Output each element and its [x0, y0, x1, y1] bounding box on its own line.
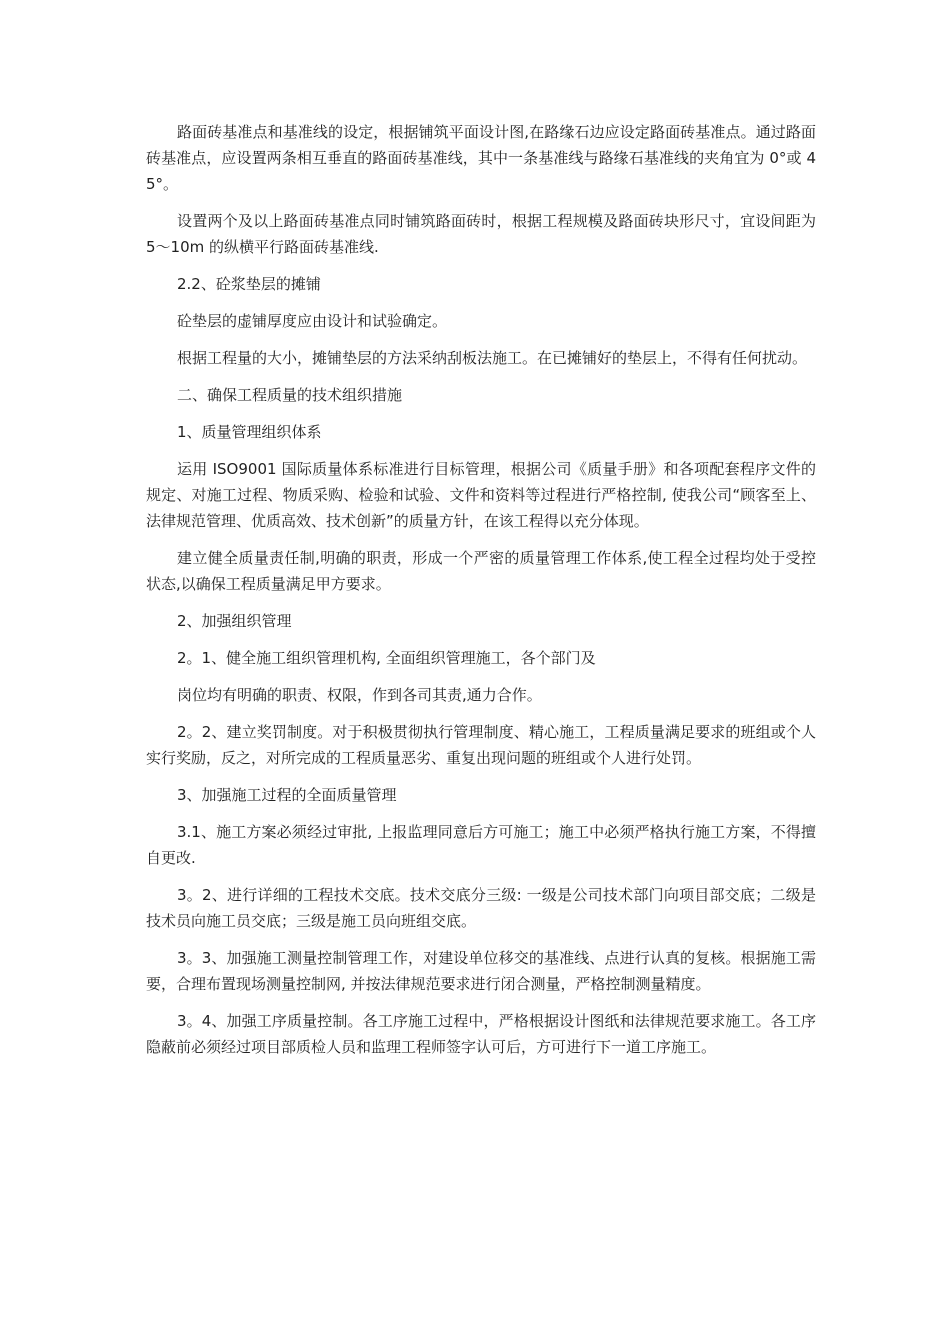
paragraph-responsibility: 建立健全质量责任制,明确的职责，形成一个严密的质量管理工作体系,使工程全过程均处于受控状态,以确保工程质量满足甲方要求。: [146, 549, 816, 593]
paragraph-2-1-continued: 岗位均有明确的职责、权限，作到各司其责,通力合作。: [177, 686, 542, 704]
paragraph-3-2: 3。2、进行详细的工程技术交底。技术交底分三级: 一级是公司技术部门向项目部交底；二级是技术员向施工员交底；三级是施工员向班组交底。: [146, 886, 816, 930]
paragraph-cushion-method: 根据工程量的大小，摊铺垫层的方法采纳刮板法施工。在已摊铺好的垫层上，不得有任何扰动。: [177, 349, 808, 367]
section-heading-quality-measures: 二、确保工程质量的技术组织措施: [177, 386, 403, 404]
paragraph-3-4: 3。4、加强工序质量控制。各工序施工过程中，严格根据设计图纸和法律规范要求施工。各工序隐蔽前必须经过项目部质检人员和监理工程师签字认可后，方可进行下一道工序施工。: [146, 1012, 816, 1056]
document-body: [146, 119, 816, 1071]
paragraph-cushion-thickness: 砼垫层的虚铺厚度应由设计和试验确定。: [177, 312, 448, 330]
section-heading-2: 2、加强组织管理: [177, 612, 292, 630]
paragraph-3-1: 3.1、施工方案必须经过审批, 上报监理同意后方可施工；施工中必须严格执行施工方案，不得擅自更改.: [146, 823, 816, 867]
paragraph-multiple-baselines: 设置两个及以上路面砖基准点同时铺筑路面砖时，根据工程规模及路面砖块形尺寸，宜设间距为 5～10m 的纵横平行路面砖基准线.: [146, 212, 816, 256]
section-heading-2-2: 2.2、砼浆垫层的摊铺: [177, 275, 321, 293]
paragraph-2-2: 2。2、建立奖罚制度。对于积极贯彻执行管理制度、精心施工，工程质量满足要求的班组或个人实行奖励，反之，对所完成的工程质量恶劣、重复出现问题的班组或个人进行处罚。: [146, 723, 816, 767]
section-heading-1: 1、质量管理组织体系: [177, 423, 322, 441]
section-heading-3: 3、加强施工过程的全面质量管理: [177, 786, 397, 804]
paragraph-2-1: 2。1、健全施工组织管理机构, 全面组织管理施工，各个部门及: [177, 649, 596, 667]
paragraph-baseline-setup: 路面砖基准点和基准线的设定，根据铺筑平面设计图,在路缘石边应设定路面砖基准点。通过路面砖基准点，应设置两条相互垂直的路面砖基准线，其中一条基准线与路缘石基准线的夹角宜为 0°或 45°。: [146, 123, 816, 193]
paragraph-iso9001: 运用 ISO9001 国际质量体系标准进行目标管理，根据公司《质量手册》和各项配套程序文件的规定、对施工过程、物质采购、检验和试验、文件和资料等过程进行严格控制, 使我公司“顾客至上、法律规范管理、优质高效、技术创新”的质量方针，在该工程得以充分体现。: [146, 460, 816, 530]
paragraph-3-3: 3。3、加强施工测量控制管理工作，对建设单位移交的基准线、点进行认真的复核。根据施工需要，合理布置现场测量控制网, 并按法律规范要求进行闭合测量，严格控制测量精度。: [146, 949, 816, 993]
